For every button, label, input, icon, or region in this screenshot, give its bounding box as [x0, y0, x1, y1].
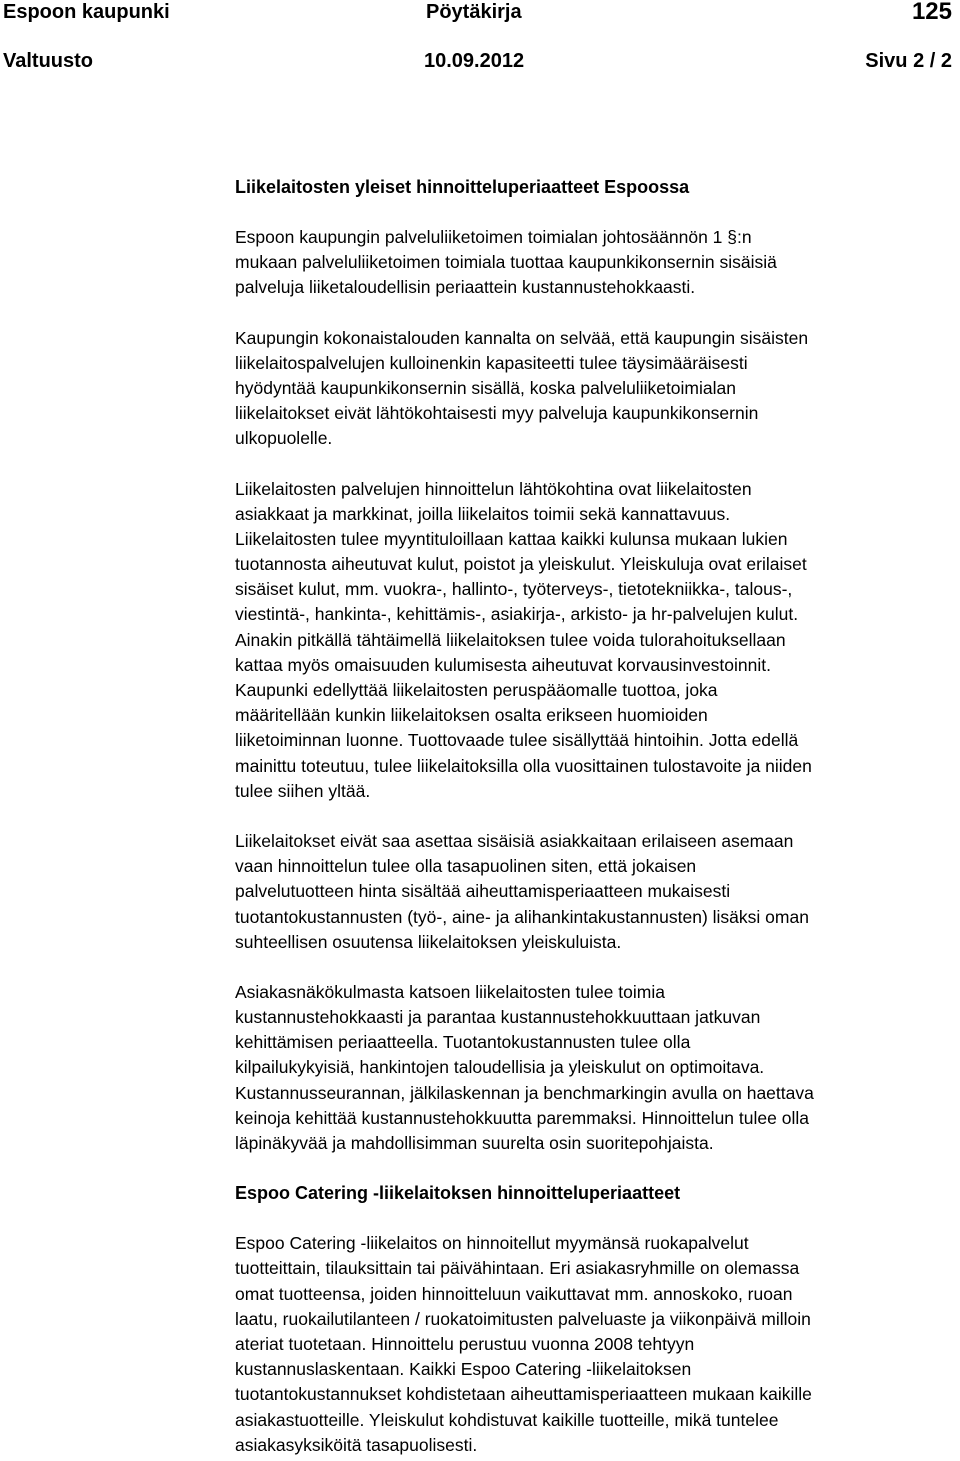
header-page: Sivu 2 / 2	[865, 50, 952, 72]
text-line: ulkopuolelle.	[235, 428, 333, 449]
text-line: suhteellisen osuutensa liikelaitoksen yleiskuluista.	[235, 931, 622, 952]
text-line: palvelutuotteen hinta sisältää aiheuttamisperiaatteen mukaisesti	[235, 881, 731, 902]
text-line: kustannuslaskentaan. Kaikki Espoo Catering -liikelaitoksen	[235, 1359, 692, 1380]
text-line: kattaa myös omaisuuden kulumisesta aiheutuvat korvausinvestoinnit.	[235, 654, 771, 675]
paragraph-1	[235, 225, 957, 301]
text-line: määritellään kunkin liikelaitoksen osalta erikseen huomioiden	[235, 705, 708, 726]
paragraph-2	[235, 326, 957, 452]
text-line: Kustannusseurannan, jälkilaskennan ja benchmarkingin avulla on haettava	[235, 1082, 814, 1103]
text-line: hyödyntää kaupunkikonsernin sisällä, koska palveluliiketoimialan	[235, 377, 736, 398]
text-line: sisäiset kulut, mm. vuokra-, hallinto-, työterveys-, tietotekniikka-, talous-,	[235, 579, 793, 600]
text-line: Kaupunki edellyttää liikelaitosten peruspääomalle tuottoa, joka	[235, 680, 718, 700]
document-body	[235, 175, 957, 1458]
text-line: omat tuotteensa, joiden hinnoitteluun vaikuttavat mm. annoskoko, ruoan	[235, 1283, 793, 1304]
text-line: keinoja kehittää kustannustehokkuutta paremmaksi. Hinnoittelun tulee olla	[235, 1107, 809, 1128]
paragraph-6	[235, 1231, 957, 1458]
text-line: kustannustehokkaasti ja parantaa kustannustehokkuuttaan jatkuvan	[235, 1007, 761, 1028]
text-line: Liikelaitosten palvelujen hinnoittelun lähtökohtina ovat liikelaitosten	[235, 478, 752, 499]
text-line: tuotannosta aiheutuvat kulut, poistot ja yleiskulut. Yleiskuluja ovat erilaiset	[235, 554, 807, 575]
text-line: mainittu toteutuu, tulee liikelaitoksilla olla vuosittainen tulostavoite ja niiden	[235, 755, 812, 776]
text-line: Ainakin pitkällä tähtäimellä liikelaitoksen tulee voida tulorahoituksellaan	[235, 629, 786, 650]
paragraph-4	[235, 829, 957, 955]
text-line: liikelaitokset eivät lähtökohtaisesti myy palveluja kaupunkikonsernin	[235, 403, 759, 424]
text-line: mukaan palveluliiketoimen toimiala tuottaa kaupunkikonsernin sisäisiä	[235, 252, 777, 273]
paragraph-3	[235, 477, 957, 804]
text-line: kehittämisen periaatteella. Tuotantokustannusten tulee olla	[235, 1032, 691, 1053]
text-line: tuotantokustannusten (työ-, aine- ja alihankintakustannusten) lisäksi oman	[235, 906, 809, 927]
header-org: Espoon kaupunki	[3, 1, 170, 23]
text-line: liikelaitospalvelujen kulloinenkin kapasiteetti tulee täysimääräisesti	[235, 352, 748, 373]
paragraph-5	[235, 980, 957, 1156]
text-line: viestintä-, hankinta-, kehittämis-, asiakirja-, arkisto- ja hr-palvelujen kulut.	[235, 604, 799, 625]
header-date: 10.09.2012	[424, 50, 525, 72]
text-line: asiakkaat ja markkinat, joilla liikelaitos toimii sekä kannattavuus.	[235, 503, 731, 524]
header-section-number: 125	[911, 0, 952, 25]
text-line: Asiakasnäkökulmasta katsoen liikelaitosten tulee toimia	[235, 981, 665, 1002]
text-line: kilpailukykyisiä, hankintojen taloudellisia ja yleiskulut on optimoitava.	[235, 1057, 765, 1078]
section-heading-general: Liikelaitosten yleiset hinnoitteluperiaatteet Espoossa	[235, 177, 690, 197]
text-line: ateriat tuotetaan. Hinnoittelu perustuu vuonna 2008 tehtyyn	[235, 1333, 695, 1354]
text-line: laatu, ruokailutilanteen / ruokatoimitusten palveluaste ja viikonpäivä milloin	[235, 1308, 811, 1329]
text-line: Liikelaitokset eivät saa asettaa sisäisiä asiakkaitaan erilaiseen asemaan	[235, 830, 794, 851]
text-line: liiketoiminnan luonne. Tuottovaade tulee sisällyttää hintoihin. Jotta edellä	[235, 730, 799, 751]
text-line: vaan hinnoittelun tulee olla tasapuolinen siten, että jokaisen	[235, 856, 697, 877]
text-line: Espoon kaupungin palveluliiketoimen toimialan johtosäännön 1 §:n	[235, 227, 752, 247]
section-heading-espoo-catering: Espoo Catering -liikelaitoksen hinnoitteluperiaatteet	[235, 1183, 681, 1204]
header-doc-type: Pöytäkirja	[426, 1, 522, 23]
text-line: Espoo Catering -liikelaitos on hinnoitellut myymänsä ruokapalvelut	[235, 1233, 749, 1254]
text-line: tuotteittain, tilauksittain tai päivähintaan. Eri asiakasryhmille on olemassa	[235, 1258, 800, 1279]
text-line: läpinäkyvää ja mahdollisimman suurelta osin suoritepohjaista.	[235, 1133, 714, 1153]
text-line: asiakastuotteille. Yleiskulut kohdistuvat kaikille tuotteille, mikä tuntelee	[235, 1409, 779, 1430]
text-line: tulee siihen yltää.	[235, 780, 371, 801]
text-line: tuotantokustannukset kohdistetaan aiheuttamisperiaatteen mukaan kaikille	[235, 1384, 812, 1405]
header-body: Valtuusto	[3, 50, 94, 72]
text-line: asiakasyksiköitä tasapuolisesti.	[235, 1434, 478, 1455]
text-line: Liikelaitosten tulee myyntituloillaan kattaa kaikki kulunsa mukaan lukien	[235, 528, 788, 549]
text-line: Kaupungin kokonaistalouden kannalta on selvää, että kaupungin sisäisten	[235, 327, 809, 348]
text-line: palveluja liiketaloudellisin periaattein kustannustehokkaasti.	[235, 277, 696, 298]
